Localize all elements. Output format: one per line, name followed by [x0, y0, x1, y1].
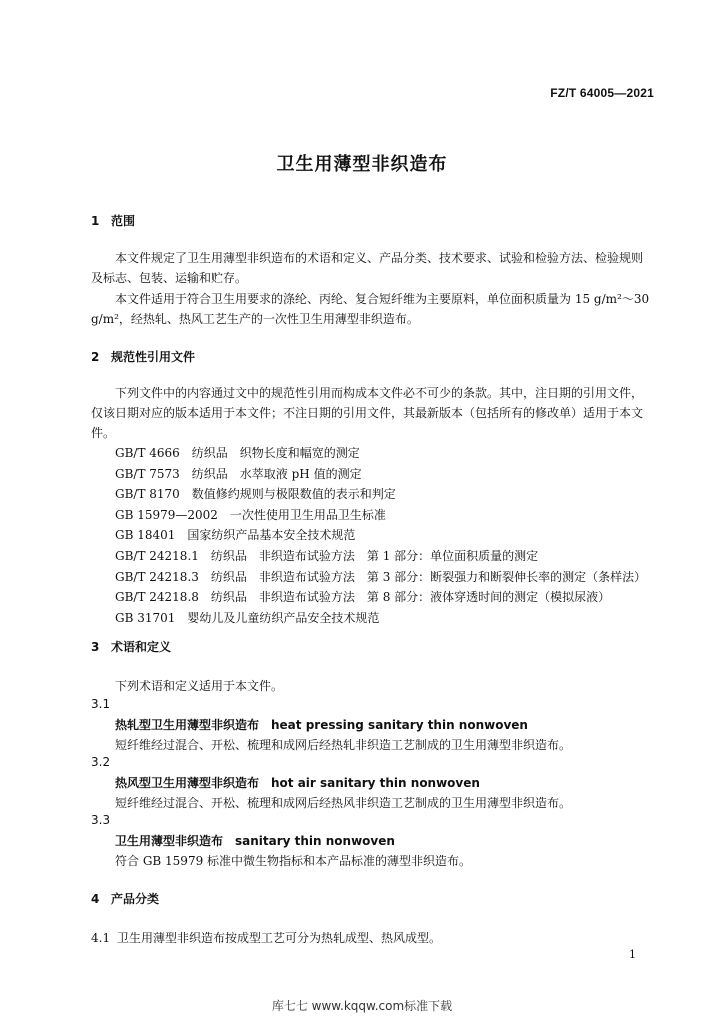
reference-item: GB/T 24218.3 纺织品 非织造布试验方法 第 3 部分：断裂强力和断裂伸长率的测定（条样法） — [115, 569, 647, 584]
scope-paragraph-1 — [91, 248, 651, 288]
scope-text-1: 本文件规定了卫生用薄型非织造布的术语和定义、产品分类、技术要求、试验和检验方法、检验规则及标志、包装、运输和贮存。 — [91, 251, 644, 285]
term-definition: 符合 GB 15979 标准中微生物指标和本产品标准的薄型非织造布。 — [115, 854, 472, 868]
section-heading-classification — [91, 890, 159, 907]
document-title: 卫生用薄型非织造布 — [276, 154, 448, 175]
term-name: 热轧型卫生用薄型非织造布 heat pressing sanitary thin nonwoven — [115, 718, 528, 732]
section-number: 4 — [91, 892, 100, 906]
term-number: 3.3 — [91, 813, 111, 827]
clause-text: 卫生用薄型非织造布按成型工艺可分为热轧成型、热风成型。 — [117, 931, 442, 945]
reference-item: GB/T 4666 纺织品 织物长度和幅宽的测定 — [115, 446, 360, 460]
term-definition: 短纤维经过混合、开松、梳理和成网后经热风非织造工艺制成的卫生用薄型非织造布。 — [115, 796, 572, 810]
section-number: 1 — [91, 214, 100, 228]
term-definition: 短纤维经过混合、开松、梳理和成网后经热轧非织造工艺制成的卫生用薄型非织造布。 — [115, 738, 572, 752]
classification-clause — [91, 929, 441, 946]
scope-paragraph-2 — [91, 289, 651, 329]
section-title: 术语和定义 — [111, 640, 172, 654]
section-heading-references — [91, 348, 195, 365]
reference-list — [115, 443, 646, 628]
term-number: 3.2 — [91, 755, 111, 769]
references-intro-paragraph — [91, 383, 651, 443]
reference-item: GB 31701 婴幼儿及儿童纺织产品安全技术规范 — [115, 610, 380, 625]
download-watermark: 库七七 www.kqqw.com标准下载 — [271, 999, 453, 1013]
references-intro-text: 下列文件中的内容通过文中的规范性引用而构成本文件必不可少的条款。其中，注日期的引用文件，仅该日期对应的版本适用于本文件；不注日期的引用文件，其最新版本（包括所有的修改单）适用于本文件。 — [91, 386, 644, 440]
section-number: 3 — [91, 640, 100, 654]
scope-text-2: 本文件适用于符合卫生用要求的涤纶、丙纶、复合短纤维为主要原料，单位面积质量为 15 g/m²～30 g/m²，经热轧、热风工艺生产的一次性卫生用薄型非织造布。 — [91, 292, 650, 326]
reference-item: GB/T 24218.8 纺织品 非织造布试验方法 第 8 部分：液体穿透时间的测定（模拟尿液） — [115, 590, 611, 605]
reference-item: GB 18401 国家纺织产品基本安全技术规范 — [115, 528, 356, 543]
section-title: 规范性引用文件 — [111, 350, 196, 364]
section-title: 产品分类 — [111, 892, 160, 906]
reference-item: GB/T 24218.1 纺织品 非织造布试验方法 第 1 部分：单位面积质量的测定 — [115, 548, 539, 563]
section-heading-scope — [91, 212, 135, 229]
section-heading-terms — [91, 638, 171, 655]
page-number: 1 — [629, 948, 636, 961]
term-name: 热风型卫生用薄型非织造布 hot air sanitary thin nonwoven — [115, 776, 480, 790]
document-code: FZ/T 64005—2021 — [550, 86, 654, 100]
section-number: 2 — [91, 350, 100, 364]
reference-item: GB 15979—2002 一次性使用卫生用品卫生标准 — [115, 507, 386, 522]
reference-item: GB/T 7573 纺织品 水萃取液 pH 值的测定 — [115, 466, 362, 481]
term-name: 卫生用薄型非织造布 sanitary thin nonwoven — [115, 834, 395, 848]
clause-number: 4.1 — [91, 931, 111, 945]
section-title: 范围 — [111, 214, 136, 228]
term-number: 3.1 — [91, 697, 111, 711]
terms-intro: 下列术语和定义适用于本文件。 — [115, 679, 284, 693]
reference-item: GB/T 8170 数值修约规则与极限数值的表示和判定 — [115, 487, 396, 502]
